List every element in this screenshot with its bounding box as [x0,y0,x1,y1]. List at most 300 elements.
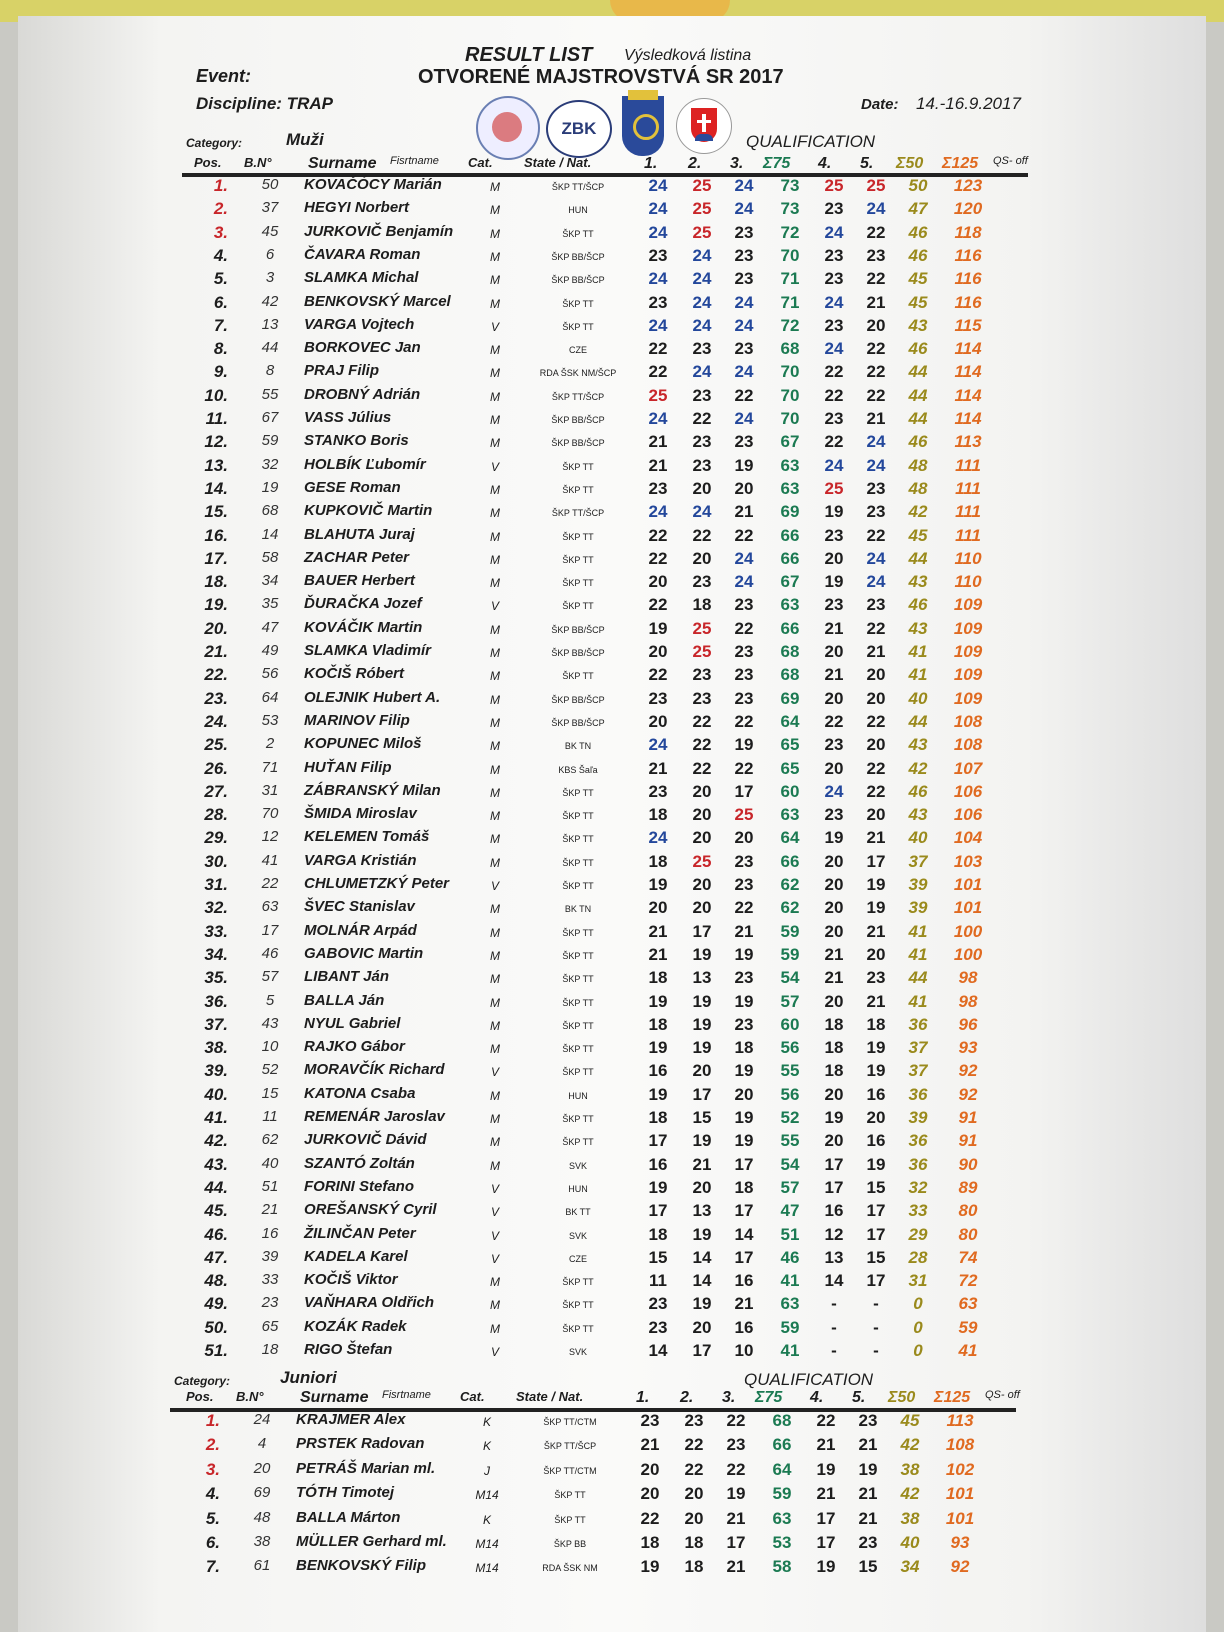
round-score-cell: 17 [824,1154,844,1174]
competitor-name-cell: RIGO Štefan [304,1341,393,1358]
subtotal-50-cell: 43 [908,572,928,592]
round-score-cell: 17 [734,1247,754,1267]
competitor-name-cell: VARGA Kristián [304,851,417,869]
round-score-cell: 23 [824,199,844,219]
state-nation-cell: HUN [568,205,588,216]
category-cell: K [482,1439,491,1454]
competitor-name-cell: KUPKOVIČ Martin [304,502,433,520]
category-cell: M [490,296,500,311]
category-cell: M [490,203,500,218]
round-score-cell: 21 [734,921,754,941]
round-score-cell: 24 [648,269,668,289]
competitor-name-cell: TÓTH Timotej [296,1484,395,1502]
subtotal-50-cell: 29 [908,1224,928,1244]
round-score-cell: 24 [692,269,712,289]
round-score-cell: 19 [824,572,844,592]
round-score-cell: 23 [734,665,754,685]
total-125-cell: 109 [953,595,983,615]
bib-number-cell: 24 [253,1411,271,1428]
position-cell: 37. [204,1014,228,1034]
round-score-cell: 25 [866,176,886,195]
subtotal-50-cell: 45 [900,1411,920,1430]
position-cell: 10. [204,385,228,405]
category-cell: M [490,1321,500,1336]
round-score-cell: 24 [692,315,712,335]
round-score-cell: 23 [824,409,844,428]
position-cell: 27. [204,781,228,801]
round-score-cell: 19 [692,944,712,964]
position-cell: 32. [204,898,228,918]
total-125-cell: 113 [954,432,982,452]
round-score-cell: 21 [648,921,668,941]
competitor-name-cell: KATONA Csaba [304,1084,416,1102]
round-score-cell: 25 [692,851,712,871]
total-125-cell: 102 [945,1459,975,1479]
round-score-cell: 14 [692,1271,712,1291]
bib-number-cell: 22 [261,875,279,892]
position-cell: 16. [204,525,228,545]
bib-number-cell: 14 [261,525,279,543]
competitor-name-cell: SZANTÓ Zoltán [304,1154,415,1172]
round-score-cell: 16 [734,1317,754,1337]
state-nation-cell: SVK [568,1230,587,1241]
category-cell: M [490,832,500,847]
table-row [10,1557,1110,1580]
subtotal-50-cell: 36 [908,1084,928,1104]
position-cell: 36. [204,991,228,1011]
round-score-cell: 23 [648,478,668,498]
round-score-cell: 22 [866,781,886,801]
total-125-cell: 107 [953,758,983,778]
round-score-cell: 14 [648,1341,668,1360]
round-score-cell: 19 [734,455,754,475]
round-score-cell: 22 [692,409,712,428]
table-row [18,968,1118,991]
total-125-cell: 118 [954,222,982,242]
subtotal-75-cell: 47 [780,1201,800,1221]
subtotal-50-cell: 46 [908,222,928,242]
round-score-cell: 24 [866,432,886,452]
state-nation-cell: ŠKP TT/ŠCP [551,182,605,192]
competitor-name-cell: ZACHAR Peter [304,548,410,566]
round-score-cell: 13 [824,1247,844,1267]
round-score-cell: 19 [692,1131,712,1151]
round-score-cell: 24 [824,339,844,359]
category-cell: M14 [475,1537,499,1551]
competitor-name-cell: KOČIŠ Róbert [304,665,405,683]
round-score-cell: 24 [692,245,712,265]
competitor-name-cell: HOLBÍK Ľubomír [304,455,426,473]
subtotal-75-cell: 53 [772,1533,792,1552]
competitor-name-cell: KOZÁK Radek [304,1317,407,1335]
bib-number-cell: 17 [261,921,279,939]
subtotal-50-cell: 28 [908,1247,928,1267]
round-score-cell: 21 [858,1435,878,1455]
subtotal-50-cell: 31 [908,1271,928,1291]
round-score-cell: 21 [824,665,844,685]
round-score-cell: 23 [866,595,886,615]
subtotal-75-cell: 63 [780,595,800,615]
round-score-cell: 21 [640,1435,660,1455]
column-header-surname: Surname [300,1389,369,1406]
bib-number-cell: 3 [265,269,275,287]
round-score-cell: 23 [824,805,844,825]
round-score-cell: 24 [866,199,886,219]
round-score-cell: 20 [734,478,754,498]
subtotal-75-cell: 41 [780,1271,800,1291]
category-cell: M [490,669,500,684]
position-cell: 42. [204,1131,228,1151]
position-cell: 13. [204,455,228,475]
subtotal-50-cell: 46 [908,339,928,359]
subtotal-75-cell: 56 [780,1084,800,1104]
bib-number-cell: 11 [262,1108,278,1125]
state-nation-cell: ŠKP TT [562,554,594,565]
category-cell: M [490,785,500,800]
category-cell: M [490,1298,500,1313]
round-score-cell: 20 [692,1061,712,1081]
position-cell: 45. [204,1201,228,1221]
category-cell: K [482,1512,491,1527]
round-score-cell: 22 [866,222,886,242]
round-score-cell: 24 [692,362,712,382]
total-125-cell: 100 [953,921,983,941]
subtotal-75-cell: 71 [780,269,800,289]
round-score-cell: 23 [824,735,844,755]
round-score-cell: 24 [734,315,754,335]
discipline-label: Discipline: TRAP [196,94,333,113]
table-row [18,526,1118,549]
bib-number-cell: 53 [261,711,279,729]
table-row [10,1411,1110,1434]
table-row [18,549,1118,572]
round-score-cell: 21 [866,409,886,428]
subtotal-50-cell: 40 [908,828,928,848]
subtotal-75-cell: 70 [780,362,800,382]
round-score-cell: 16 [866,1131,886,1151]
round-score-cell: 13 [692,1201,712,1221]
round-score-cell: 18 [648,1014,668,1034]
subtotal-75-cell: 73 [780,199,800,219]
total-125-cell: 106 [953,805,983,825]
round-score-cell: 20 [734,1084,754,1104]
date-value: 14.-16.9.2017 [916,94,1021,113]
round-score-cell: - [831,1294,837,1314]
position-cell: 23. [204,688,228,708]
category-cell: M [490,343,500,358]
round-score-cell: 23 [824,315,844,335]
table-row [10,1435,1110,1458]
round-score-cell: 11 [649,1271,667,1291]
round-score-cell: 20 [640,1484,660,1504]
round-score-cell: 19 [692,1294,712,1314]
column-header-t50: Σ50 [888,1389,916,1406]
round-score-cell: 20 [866,944,886,964]
state-nation-cell: ŠKP BB/ŠCP [551,415,605,425]
round-score-cell: 22 [734,525,754,545]
round-score-cell: 22 [734,618,754,638]
category-cell: V [490,1251,499,1266]
bib-number-cell: 37 [261,199,279,217]
category-cell: M [490,948,500,963]
position-cell: 11. [205,409,228,428]
state-nation-cell: ŠKP BB/ŠCP [551,251,605,262]
state-nation-cell: ŠKP TT [562,834,594,845]
state-nation-cell: ŠKP TT [562,1300,594,1311]
total-125-cell: 98 [958,991,978,1011]
round-score-cell: 17 [816,1508,836,1528]
state-nation-cell: ŠKP TT [562,927,594,938]
position-cell: 5. [205,1508,220,1528]
category-cell: V [490,1205,499,1220]
round-score-cell: 21 [866,642,886,661]
competitor-name-cell: SLAMKA Michal [304,269,419,287]
subtotal-75-cell: 66 [772,1435,792,1455]
competitor-name-cell: KOVAČÓCY Marián [304,176,442,193]
total-125-cell: 72 [958,1271,978,1291]
round-score-cell: 23 [866,245,886,265]
round-score-cell: 24 [734,199,754,219]
subtotal-75-cell: 52 [780,1108,800,1127]
bib-number-cell: 44 [261,339,279,357]
bib-number-cell: 38 [253,1533,271,1550]
state-nation-cell: ŠKP TT [562,881,594,891]
subtotal-50-cell: 39 [908,875,928,894]
bib-number-cell: 69 [253,1484,271,1502]
round-score-cell: 23 [734,245,754,265]
table-row [18,176,1118,199]
round-score-cell: 21 [824,968,844,988]
bib-number-cell: 49 [261,642,279,659]
table-row [18,223,1118,246]
category-cell: M [490,552,500,567]
total-125-cell: 101 [945,1484,975,1504]
position-cell: 18. [204,572,228,592]
subtotal-75-cell: 72 [780,222,800,242]
subtotal-75-cell: 60 [780,781,800,801]
round-score-cell: 23 [824,595,844,615]
competitor-name-cell: BALLA Márton [296,1508,401,1526]
subtotal-75-cell: 68 [780,642,800,661]
category-name: Juniori [280,1368,337,1387]
total-125-cell: 109 [953,618,983,638]
round-score-cell: 22 [692,525,712,545]
category-cell: M [490,646,500,660]
round-score-cell: 23 [692,385,712,405]
state-nation-cell: HUN [568,1090,588,1101]
column-header-firstname: Fisrtname [390,155,439,167]
round-score-cell: 22 [648,362,668,382]
round-score-cell: 13 [692,968,712,988]
category-cell: M [490,273,500,288]
state-nation-cell: ŠKP TT/CTM [543,1465,597,1476]
round-score-cell: 21 [648,758,668,778]
subtotal-50-cell: 43 [908,315,928,335]
round-score-cell: 20 [640,1459,660,1479]
round-score-cell: 23 [824,245,844,265]
table-row [18,1201,1118,1224]
subtotal-50-cell: 42 [908,758,928,778]
subtotal-50-cell: 39 [908,898,928,918]
round-score-cell: 25 [692,642,712,661]
table-row [18,852,1118,875]
position-cell: 41. [204,1108,228,1127]
competitor-name-cell: FORINI Stefano [304,1177,415,1195]
round-score-cell: 21 [824,944,844,964]
column-header-t75: Σ75 [763,155,791,172]
subtotal-50-cell: 0 [913,1341,923,1360]
subtotal-75-cell: 70 [780,385,800,405]
bib-number-cell: 23 [261,1294,279,1312]
round-score-cell: 22 [734,898,754,918]
round-score-cell: 20 [692,828,712,848]
position-cell: 28. [204,805,228,825]
round-score-cell: 22 [866,385,886,405]
round-score-cell: 23 [648,781,668,801]
round-score-cell: 20 [684,1484,704,1504]
round-score-cell: 21 [648,432,668,452]
round-score-cell: 19 [824,502,844,522]
round-score-cell: 23 [824,269,844,289]
round-score-cell: 19 [816,1557,836,1577]
state-nation-cell: ŠKP TT/CTM [543,1417,597,1427]
category-cell: K [482,1415,491,1429]
table-row [18,456,1118,479]
position-cell: 4. [205,1484,220,1504]
round-score-cell: 20 [824,642,844,661]
total-125-cell: 63 [958,1294,978,1314]
zbk-logo: ZBK [546,100,612,158]
round-score-cell: 23 [734,851,754,871]
bib-number-cell: 42 [261,292,279,310]
table-row [18,1131,1118,1154]
column-header-s3: 3. [730,155,744,172]
result-list-title: RESULT LIST [465,44,593,66]
category-label: Category: [186,136,243,150]
table-row [18,269,1118,292]
competitor-name-cell: GABOVIC Martin [304,944,424,962]
table-row [10,1460,1110,1483]
subtotal-50-cell: 44 [908,362,928,382]
table-row [18,572,1118,595]
category-cell: J [484,1463,490,1478]
position-cell: 4. [213,245,228,265]
round-score-cell: 25 [648,385,668,405]
column-header-cat: Cat. [468,155,493,170]
round-score-cell: 16 [866,1084,886,1104]
round-score-cell: 12 [824,1224,844,1244]
category-cell: M [490,1158,500,1173]
round-score-cell: 16 [734,1271,754,1291]
position-cell: 24. [204,711,228,731]
bib-number-cell: 20 [253,1459,271,1477]
total-125-cell: 110 [954,548,982,568]
round-score-cell: 22 [824,362,844,382]
category-cell: V [490,1228,499,1243]
table-row [18,1038,1118,1061]
subtotal-75-cell: 70 [780,245,800,265]
table-row [18,759,1118,782]
bib-number-cell: 46 [261,944,279,962]
category-cell: M [490,739,500,754]
round-score-cell: 23 [692,455,712,475]
state-nation-cell: ŠKP TT [562,1137,594,1148]
state-nation-cell: SVK [568,1160,587,1171]
round-score-cell: 17 [648,1201,668,1221]
table-row [18,479,1118,502]
round-score-cell: 24 [824,781,844,801]
total-125-cell: 80 [958,1224,978,1244]
state-nation-cell: ŠKP BB/ŠCP [551,438,605,449]
round-score-cell: 23 [734,875,754,894]
round-score-cell: 16 [824,1201,844,1221]
round-score-cell: 24 [734,362,754,382]
round-score-cell: 20 [648,898,668,918]
position-cell: 40. [204,1084,228,1104]
total-125-cell: 101 [945,1508,975,1528]
table-row [18,1225,1118,1248]
competitor-name-cell: OLEJNIK Hubert A. [304,688,441,706]
subtotal-50-cell: 43 [908,805,928,825]
round-score-cell: 19 [692,1014,712,1034]
bib-number-cell: 48 [253,1508,271,1526]
state-nation-cell: ŠKP TT [554,1514,586,1525]
column-header-s5: 5. [852,1389,866,1406]
subtotal-50-cell: 45 [908,525,928,545]
subtotal-50-cell: 44 [908,385,928,405]
state-nation-cell: ŠKP TT [554,1490,586,1501]
round-score-cell: - [873,1294,879,1314]
column-header-t125: Σ125 [934,1389,971,1406]
subtotal-75-cell: 64 [780,828,800,848]
subtotal-75-cell: 64 [772,1459,792,1479]
position-cell: 7. [205,1557,220,1577]
competitor-name-cell: BALLA Ján [304,991,385,1009]
round-score-cell: 22 [824,711,844,731]
table-row [10,1509,1110,1532]
column-header-s1: 1. [636,1389,650,1406]
competitor-name-cell: JURKOVIČ Dávid [304,1131,427,1149]
subtotal-75-cell: 62 [780,875,800,894]
round-score-cell: 19 [648,1084,668,1104]
round-score-cell: 22 [684,1459,704,1479]
round-score-cell: 20 [692,1177,712,1197]
competitor-name-cell: KOVÁČIK Martin [304,618,423,636]
round-score-cell: 24 [648,735,668,755]
round-score-cell: 21 [866,991,886,1011]
state-nation-cell: ŠKP TT/ŠCP [551,391,605,402]
table-row [18,595,1118,618]
bib-number-cell: 32 [261,455,279,473]
round-score-cell: 17 [824,1177,844,1197]
subtotal-75-cell: 70 [780,409,800,428]
round-score-cell: 10 [734,1341,754,1360]
competitor-name-cell: ŠMIDA Miroslav [304,805,417,823]
round-score-cell: 24 [648,409,668,428]
round-score-cell: 19 [692,1038,712,1058]
total-125-cell: 111 [955,478,981,498]
subtotal-50-cell: 41 [908,991,928,1011]
position-cell: 26. [204,758,228,778]
round-score-cell: 21 [858,1484,878,1504]
shooting-federation-logo [476,96,540,160]
round-score-cell: 20 [684,1508,704,1528]
bib-number-cell: 57 [261,968,279,986]
round-score-cell: - [873,1341,879,1360]
round-score-cell: 19 [866,1038,886,1058]
total-125-cell: 74 [958,1247,978,1267]
table-row [18,1178,1118,1201]
